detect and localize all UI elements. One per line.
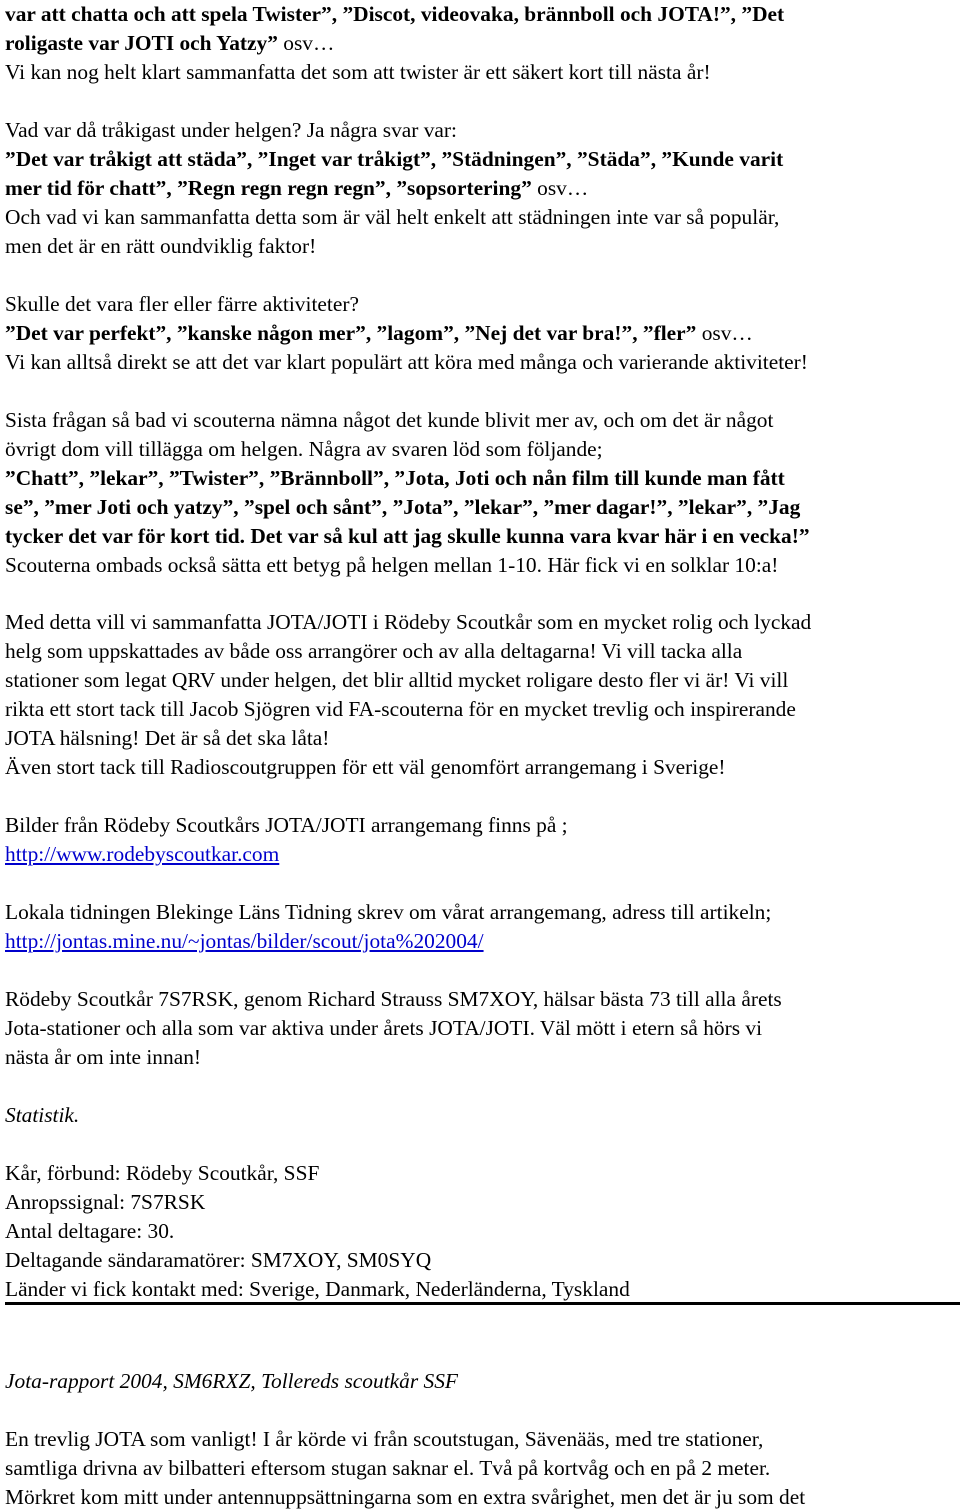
text-line: Lokala tidningen Blekinge Läns Tidning skrev om vårat arrangemang, adress till artikeln; [5, 900, 772, 924]
rodeby-website-link[interactable]: http://www.rodebyscoutkar.com [5, 842, 280, 866]
text-line: stationer som legat QRV under helgen, det blir alltid mycket roligare desto fler vi är! Vi vill [5, 668, 789, 692]
text-line: Rödeby Scoutkår 7S7RSK, genom Richard Strauss SM7XOY, hälsar bästa 73 till alla årets [5, 987, 782, 1011]
statistics-heading: Statistik. [5, 1103, 80, 1127]
text-line [5, 927, 484, 956]
text-line [5, 840, 279, 869]
text-line: ”Chatt”, ”lekar”, ”Twister”, ”Brännboll”, ”Jota, Joti och nån film till kunde man fått [5, 466, 785, 490]
text-line: ”Det var tråkigt att städa”, ”Inget var tråkigt”, ”Städningen”, ”Städa”, ”Kunde varit [5, 147, 784, 171]
text-line: nästa år om inte innan! [5, 1045, 202, 1069]
quote-text: mer tid för chatt”, ”Regn regn regn regn”, ”sopsortering” [5, 176, 532, 200]
report-heading: Jota-rapport 2004, SM6RXZ, Tollereds scoutkår SSF [5, 1369, 458, 1393]
article-link[interactable]: http://jontas.mine.nu/~jontas/bilder/scout/jota%202004/ [5, 929, 484, 953]
text-line: Och vad vi kan sammanfatta detta som är väl helt enkelt att städningen inte var så populär, [5, 205, 780, 229]
stat-line: Anropssignal: 7S7RSK [5, 1190, 206, 1214]
text-line: samtliga drivna av bilbatteri eftersom stugan saknar el. Två på kortvåg och en på 2 meter. [5, 1456, 771, 1480]
section-divider [5, 1302, 960, 1305]
text-line: Bilder från Rödeby Scoutkårs JOTA/JOTI arrangemang finns på ; [5, 813, 568, 837]
text-line: var att chatta och att spela Twister”, ”Discot, videovaka, brännboll och JOTA!”, ”Det [5, 2, 785, 26]
text-line: övrigt dom vill tillägga om helgen. Några av svaren löd som följande; [5, 437, 603, 461]
text-line: Vi kan alltså direkt se att det var klart populärt att köra med många och varierande aktiviteter! [5, 350, 808, 374]
stat-line: Kår, förbund: Rödeby Scoutkår, SSF [5, 1161, 320, 1185]
text-line: Sista frågan så bad vi scouterna nämna något det kunde blivit mer av, och om det är något [5, 408, 774, 432]
osv-text: osv… [531, 176, 589, 200]
text-line [5, 319, 753, 348]
text-line: tycker det var för kort tid. Det var så kul att jag skulle kunna vara kvar här i en vecka!” [5, 524, 810, 548]
text-line: Jota-stationer och alla som var aktiva under årets JOTA/JOTI. Väl mött i etern så hörs vi [5, 1016, 763, 1040]
text-line [5, 174, 588, 203]
text-line: Med detta vill vi sammanfatta JOTA/JOTI i Rödeby Scoutkår som en mycket rolig och lyckad [5, 610, 812, 634]
stat-line: Antal deltagare: 30. [5, 1219, 175, 1243]
osv-text: osv… [696, 321, 753, 345]
text-line: men det är en rätt oundviklig faktor! [5, 234, 317, 258]
stat-line: Deltagande sändaramatörer: SM7XOY, SM0SYQ [5, 1248, 432, 1272]
text-line: Skulle det vara fler eller färre aktiviteter? [5, 292, 359, 316]
quote-text: ”Det var perfekt”, ”kanske någon mer”, ”lagom”, ”Nej det var bra!”, ”fler” [5, 321, 697, 345]
text-line: Scouterna ombads också sätta ett betyg på helgen mellan 1-10. Här fick vi en solklar 10:a! [5, 553, 779, 577]
text-line: se”, ”mer Joti och yatzy”, ”spel och sånt”, ”Jota”, ”lekar”, ”mer dagar!”, ”lekar”, ”Jag [5, 495, 801, 519]
osv-text: osv… [277, 31, 335, 55]
quote-text: roligaste var JOTI och Yatzy” [5, 31, 278, 55]
text-line: JOTA hälsning! Det är så det ska låta! [5, 726, 330, 750]
text-line: Vad var då tråkigast under helgen? Ja några svar var: [5, 118, 457, 142]
text-line: Vi kan nog helt klart sammanfatta det som att twister är ett säkert kort till nästa år! [5, 60, 711, 84]
text-line: Mörkret kom mitt under antennuppsättningarna som en extra svårighet, men det är ju som det [5, 1485, 806, 1509]
text-line: rikta ett stort tack till Jacob Sjögren vid FA-scouterna för en mycket trevlig och inspirerande [5, 697, 796, 721]
text-line: En trevlig JOTA som vanligt! I år körde vi från scoutstugan, Sävenääs, med tre stationer, [5, 1427, 764, 1451]
text-line: helg som uppskattades av både oss arrangörer och av alla deltagarna! Vi vill tacka alla [5, 639, 743, 663]
text-line [5, 29, 334, 58]
text-line: Även stort tack till Radioscoutgruppen för ett väl genomfört arrangemang i Sverige! [5, 755, 726, 779]
stat-line: Länder vi fick kontakt med: Sverige, Danmark, Nederländerna, Tyskland [5, 1277, 630, 1301]
